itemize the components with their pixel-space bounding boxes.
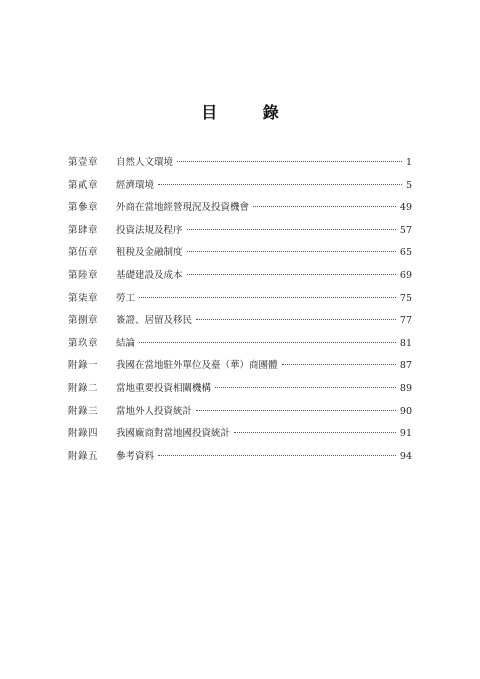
toc-entry — [68, 197, 412, 220]
toc-entry — [68, 355, 412, 378]
toc-entry-page-number: 81 — [399, 337, 412, 349]
dot-leader — [158, 184, 402, 185]
toc-entry — [68, 265, 412, 288]
toc-entry-page-number: 1 — [405, 157, 412, 168]
toc-entry-title: 投資法規及程序 — [116, 224, 183, 236]
toc-entry — [68, 288, 412, 311]
toc-entry-label: 第捌章 — [68, 315, 99, 327]
dot-leader — [215, 387, 396, 388]
dot-leader — [196, 410, 396, 411]
toc-entry — [68, 333, 412, 356]
toc-entry-page-number: 94 — [399, 450, 412, 462]
dot-leader — [139, 342, 396, 343]
toc-entry-label: 附錄五 — [68, 450, 99, 462]
toc-entry-page-number: 49 — [399, 202, 412, 214]
toc-entry-page-number: 89 — [399, 382, 412, 394]
dot-leader — [139, 297, 396, 298]
dot-leader — [234, 432, 396, 433]
toc-entry-title: 簽證、居留及移民 — [116, 315, 193, 327]
toc-entry-label: 附錄三 — [68, 405, 99, 417]
toc-entry — [68, 152, 412, 175]
toc-entry — [68, 175, 412, 198]
toc-entry — [68, 242, 412, 265]
toc-entry-label: 第陸章 — [68, 269, 99, 281]
toc-entry-label: 第參章 — [68, 202, 99, 214]
dot-leader — [196, 319, 396, 320]
page-title: 目 錄 — [201, 103, 299, 122]
toc-entry — [68, 310, 412, 333]
toc-entry-label: 附錄一 — [68, 360, 99, 372]
toc-entry-title: 經濟環境 — [116, 179, 155, 191]
toc-entry-label: 第柒章 — [68, 292, 99, 304]
toc-entry — [68, 423, 412, 446]
toc-entry-title: 我國廠商對當地國投資統計 — [116, 428, 231, 440]
toc-entry-page-number: 69 — [399, 269, 412, 281]
toc-entry-title: 基礎建設及成本 — [116, 269, 183, 281]
dot-leader — [282, 364, 396, 365]
dot-leader — [187, 274, 396, 275]
toc-entry-page-number: 75 — [399, 292, 412, 304]
toc-entry-title: 租稅及金融制度 — [116, 247, 183, 259]
toc-entry-label: 第伍章 — [68, 247, 99, 259]
dot-leader — [187, 251, 396, 252]
toc-entry-page-number: 77 — [399, 315, 412, 327]
dot-leader — [177, 161, 402, 162]
toc-entry-title: 當地外人投資統計 — [116, 405, 193, 417]
toc-entry-label: 第玖章 — [68, 337, 99, 349]
dot-leader — [158, 455, 396, 456]
toc-entry — [68, 446, 412, 469]
toc-entry-title: 結論 — [116, 337, 136, 349]
toc-entry-label: 附錄四 — [68, 428, 99, 440]
dot-leader — [253, 206, 396, 207]
toc-entry-page-number: 65 — [399, 247, 412, 259]
toc-entry-page-number: 91 — [399, 428, 412, 440]
toc-entry-title: 參考資料 — [116, 450, 155, 462]
toc-entry-title: 當地重要投資相關機構 — [116, 382, 212, 394]
toc-entry-label: 第貳章 — [68, 179, 99, 191]
toc-entry-page-number: 87 — [399, 360, 412, 372]
toc-entry-page-number: 90 — [399, 405, 412, 417]
dot-leader — [187, 229, 396, 230]
toc-entry-title: 自然人文環境 — [116, 157, 174, 168]
toc-entry-page-number: 5 — [405, 179, 412, 191]
toc-entry-label: 附錄二 — [68, 382, 99, 394]
toc-entry-label: 第肆章 — [68, 224, 99, 236]
toc-entry-page-number: 57 — [399, 224, 412, 236]
toc-entry-title: 勞工 — [116, 292, 136, 304]
toc-entry-title: 我國在當地駐外單位及臺（華）商團體 — [116, 360, 278, 372]
toc-entry — [68, 401, 412, 424]
toc-entry-label: 第壹章 — [68, 157, 99, 168]
toc-entry — [68, 220, 412, 243]
table-of-contents — [68, 152, 412, 468]
toc-entry-title: 外商在當地經營現況及投資機會 — [116, 202, 250, 214]
toc-entry — [68, 378, 412, 401]
